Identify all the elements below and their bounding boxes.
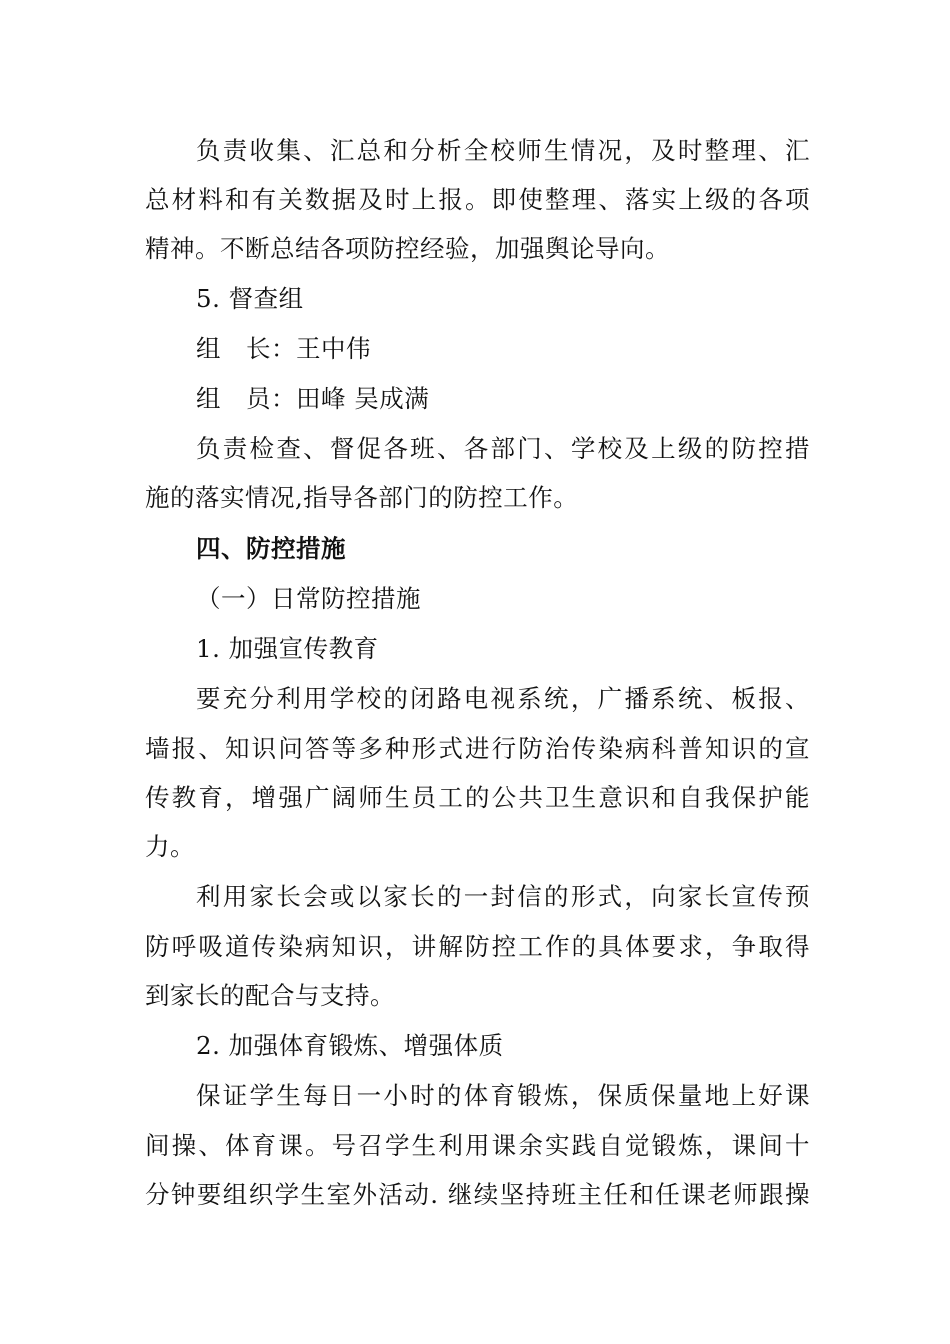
paragraph-line: 负责检查、督促各班、各部门、学校及上级的防控措	[196, 434, 810, 463]
paragraph-line: 墙报、知识问答等多种形式进行防治传染病科普知识的宣	[145, 734, 810, 763]
paragraph-line: 要充分利用学校的闭路电视系统，广播系统、板报、	[196, 684, 810, 713]
paragraph-line: 间操、体育课。号召学生利用课余实践自觉锻炼，课间十	[145, 1131, 810, 1160]
paragraph-line: 到家长的配合与支持。	[145, 981, 395, 1010]
paragraph-line: 利用家长会或以家长的一封信的形式，向家长宣传预	[196, 882, 810, 911]
section-heading: 5. 督查组	[196, 284, 304, 313]
section-heading: 四、防控措施	[196, 534, 346, 563]
paragraph-line: 组 长：王中伟	[196, 334, 371, 363]
paragraph-line: 保证学生每日一小时的体育锻炼，保质保量地上好课	[196, 1081, 810, 1110]
paragraph-line: 总材料和有关数据及时上报。即使整理、落实上级的各项	[145, 185, 810, 214]
paragraph-line: 力。	[145, 832, 195, 861]
paragraph-line: 精神。不断总结各项防控经验，加强舆论导向。	[145, 234, 670, 263]
paragraph-line: 负责收集、汇总和分析全校师生情况，及时整理、汇	[196, 136, 810, 165]
paragraph-line: 传教育，增强广阔师生员工的公共卫生意识和自我保护能	[145, 783, 810, 812]
subsection-heading: （一）日常防控措施	[196, 584, 421, 613]
paragraph-line: 施的落实情况,指导各部门的防控工作。	[145, 483, 579, 512]
subsection-heading: 1. 加强宣传教育	[196, 634, 379, 663]
paragraph-line: 组 员：田峰 吴成满	[196, 384, 430, 413]
subsection-heading: 2. 加强体育锻炼、增强体质	[196, 1031, 504, 1060]
paragraph-line: 分钟要组织学生室外活动. 继续坚持班主任和任课老师跟操	[145, 1180, 810, 1209]
paragraph-line: 防呼吸道传染病知识，讲解防控工作的具体要求，争取得	[145, 932, 810, 961]
